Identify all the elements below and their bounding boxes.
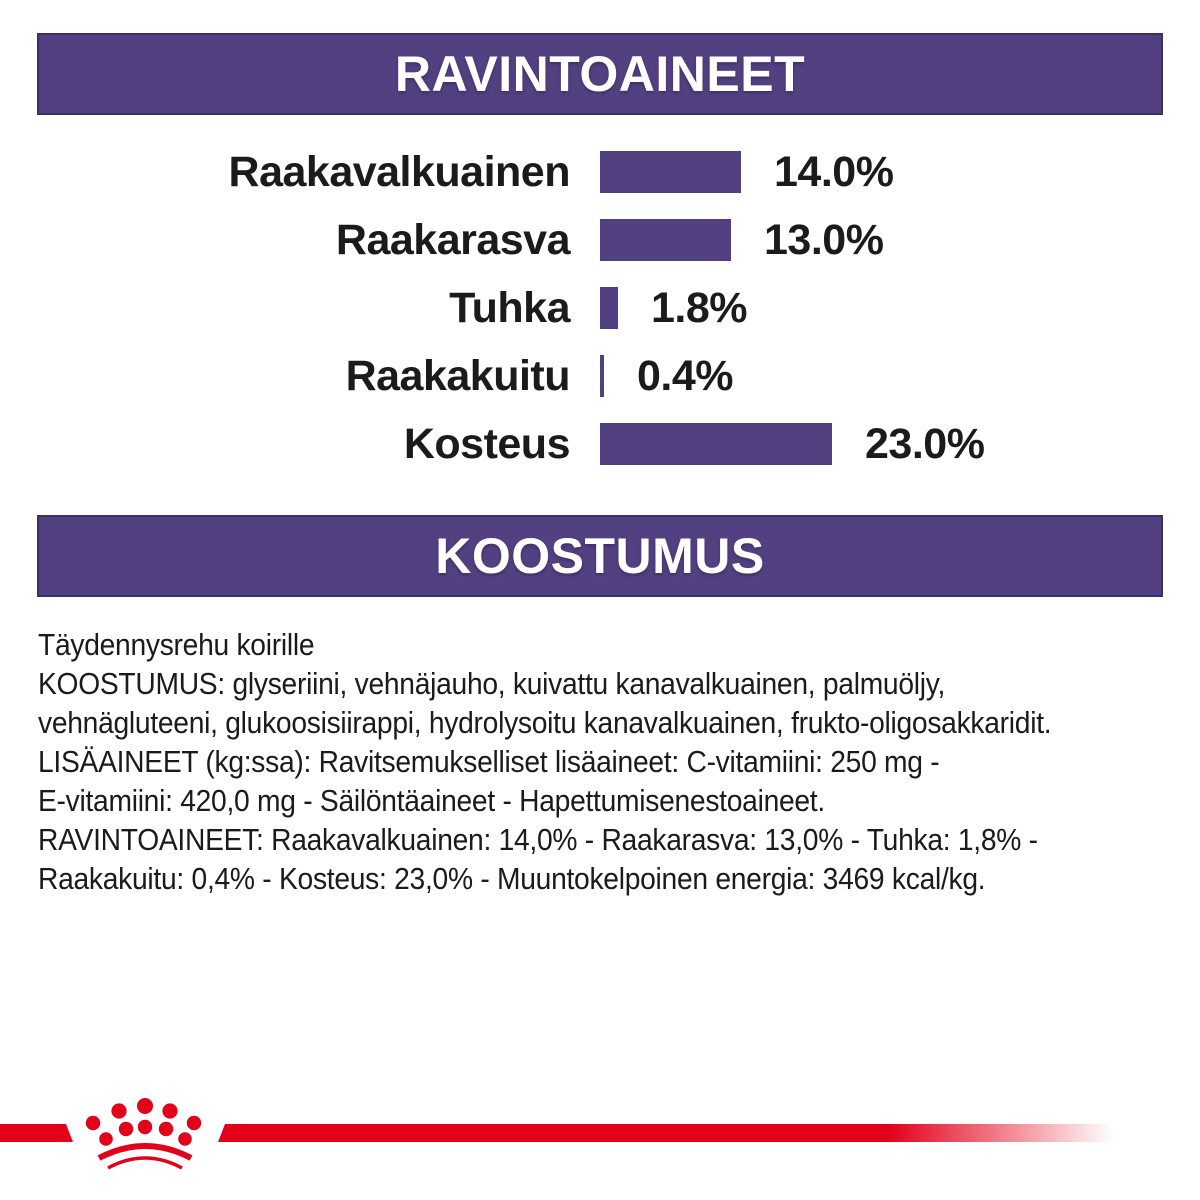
chart-bar [600, 423, 832, 465]
chart-row-value: 23.0% [865, 420, 985, 468]
composition-banner-title: KOOSTUMUS [435, 528, 765, 584]
chart-row-value: 0.4% [637, 352, 734, 400]
chart-row-value: 13.0% [764, 216, 884, 264]
red-ribbon-right-segment [218, 1124, 1123, 1142]
composition-banner [37, 515, 1163, 597]
nutrients-bar-chart [0, 148, 1200, 491]
chart-row-label: Tuhka [449, 284, 570, 332]
composition-line: Täydennysrehu koirille [38, 627, 315, 662]
composition-line: E-vitamiini: 420,0 mg - Säilöntäaineet - Hapettumisenestoaineet. [38, 783, 825, 818]
chart-bar [600, 355, 604, 397]
chart-row-label: Raakarasva [335, 216, 570, 264]
composition-line: Raakakuitu: 0,4% - Kosteus: 23,0% - Muuntokelpoinen energia: 3469 kcal/kg. [38, 861, 986, 896]
chart-row-value: 14.0% [774, 148, 894, 196]
chart-row-raakakuitu [0, 352, 1200, 400]
composition-line: LISÄAINEET (kg:ssa): Ravitsemukselliset lisäaineet: C-vitamiini: 250 mg - [38, 744, 940, 779]
chart-bar [600, 287, 618, 329]
chart-row-kosteus [0, 420, 1200, 468]
chart-row-label: Kosteus [403, 420, 570, 468]
composition-text-block [38, 625, 1194, 898]
nutrients-banner-title: RAVINTOAINEET [394, 46, 806, 102]
nutrients-banner [37, 33, 1163, 115]
composition-line: RAVINTOAINEET: Raakavalkuainen: 14,0% - Raakarasva: 13,0% - Tuhka: 1,8% - [38, 822, 1038, 857]
chart-row-label: Raakavalkuainen [228, 148, 570, 196]
chart-row-raakavalkuainen [0, 148, 1200, 196]
composition-line: vehnägluteeni, glukoosisiirappi, hydrolysoitu kanavalkuainen, frukto-oligosakkaridit. [38, 705, 1052, 740]
composition-line: KOOSTUMUS: glyseriini, vehnäjauho, kuivattu kanavalkuainen, palmuöljy, [38, 666, 946, 701]
chart-row-tuhka [0, 284, 1200, 332]
chart-row-raakarasva [0, 216, 1200, 264]
chart-bar [600, 219, 731, 261]
chart-row-label: Raakakuitu [345, 352, 570, 400]
royal-canin-crown-icon [85, 1096, 205, 1172]
chart-row-value: 1.8% [651, 284, 748, 332]
red-ribbon-left-segment [0, 1124, 73, 1142]
chart-bar [600, 151, 741, 193]
